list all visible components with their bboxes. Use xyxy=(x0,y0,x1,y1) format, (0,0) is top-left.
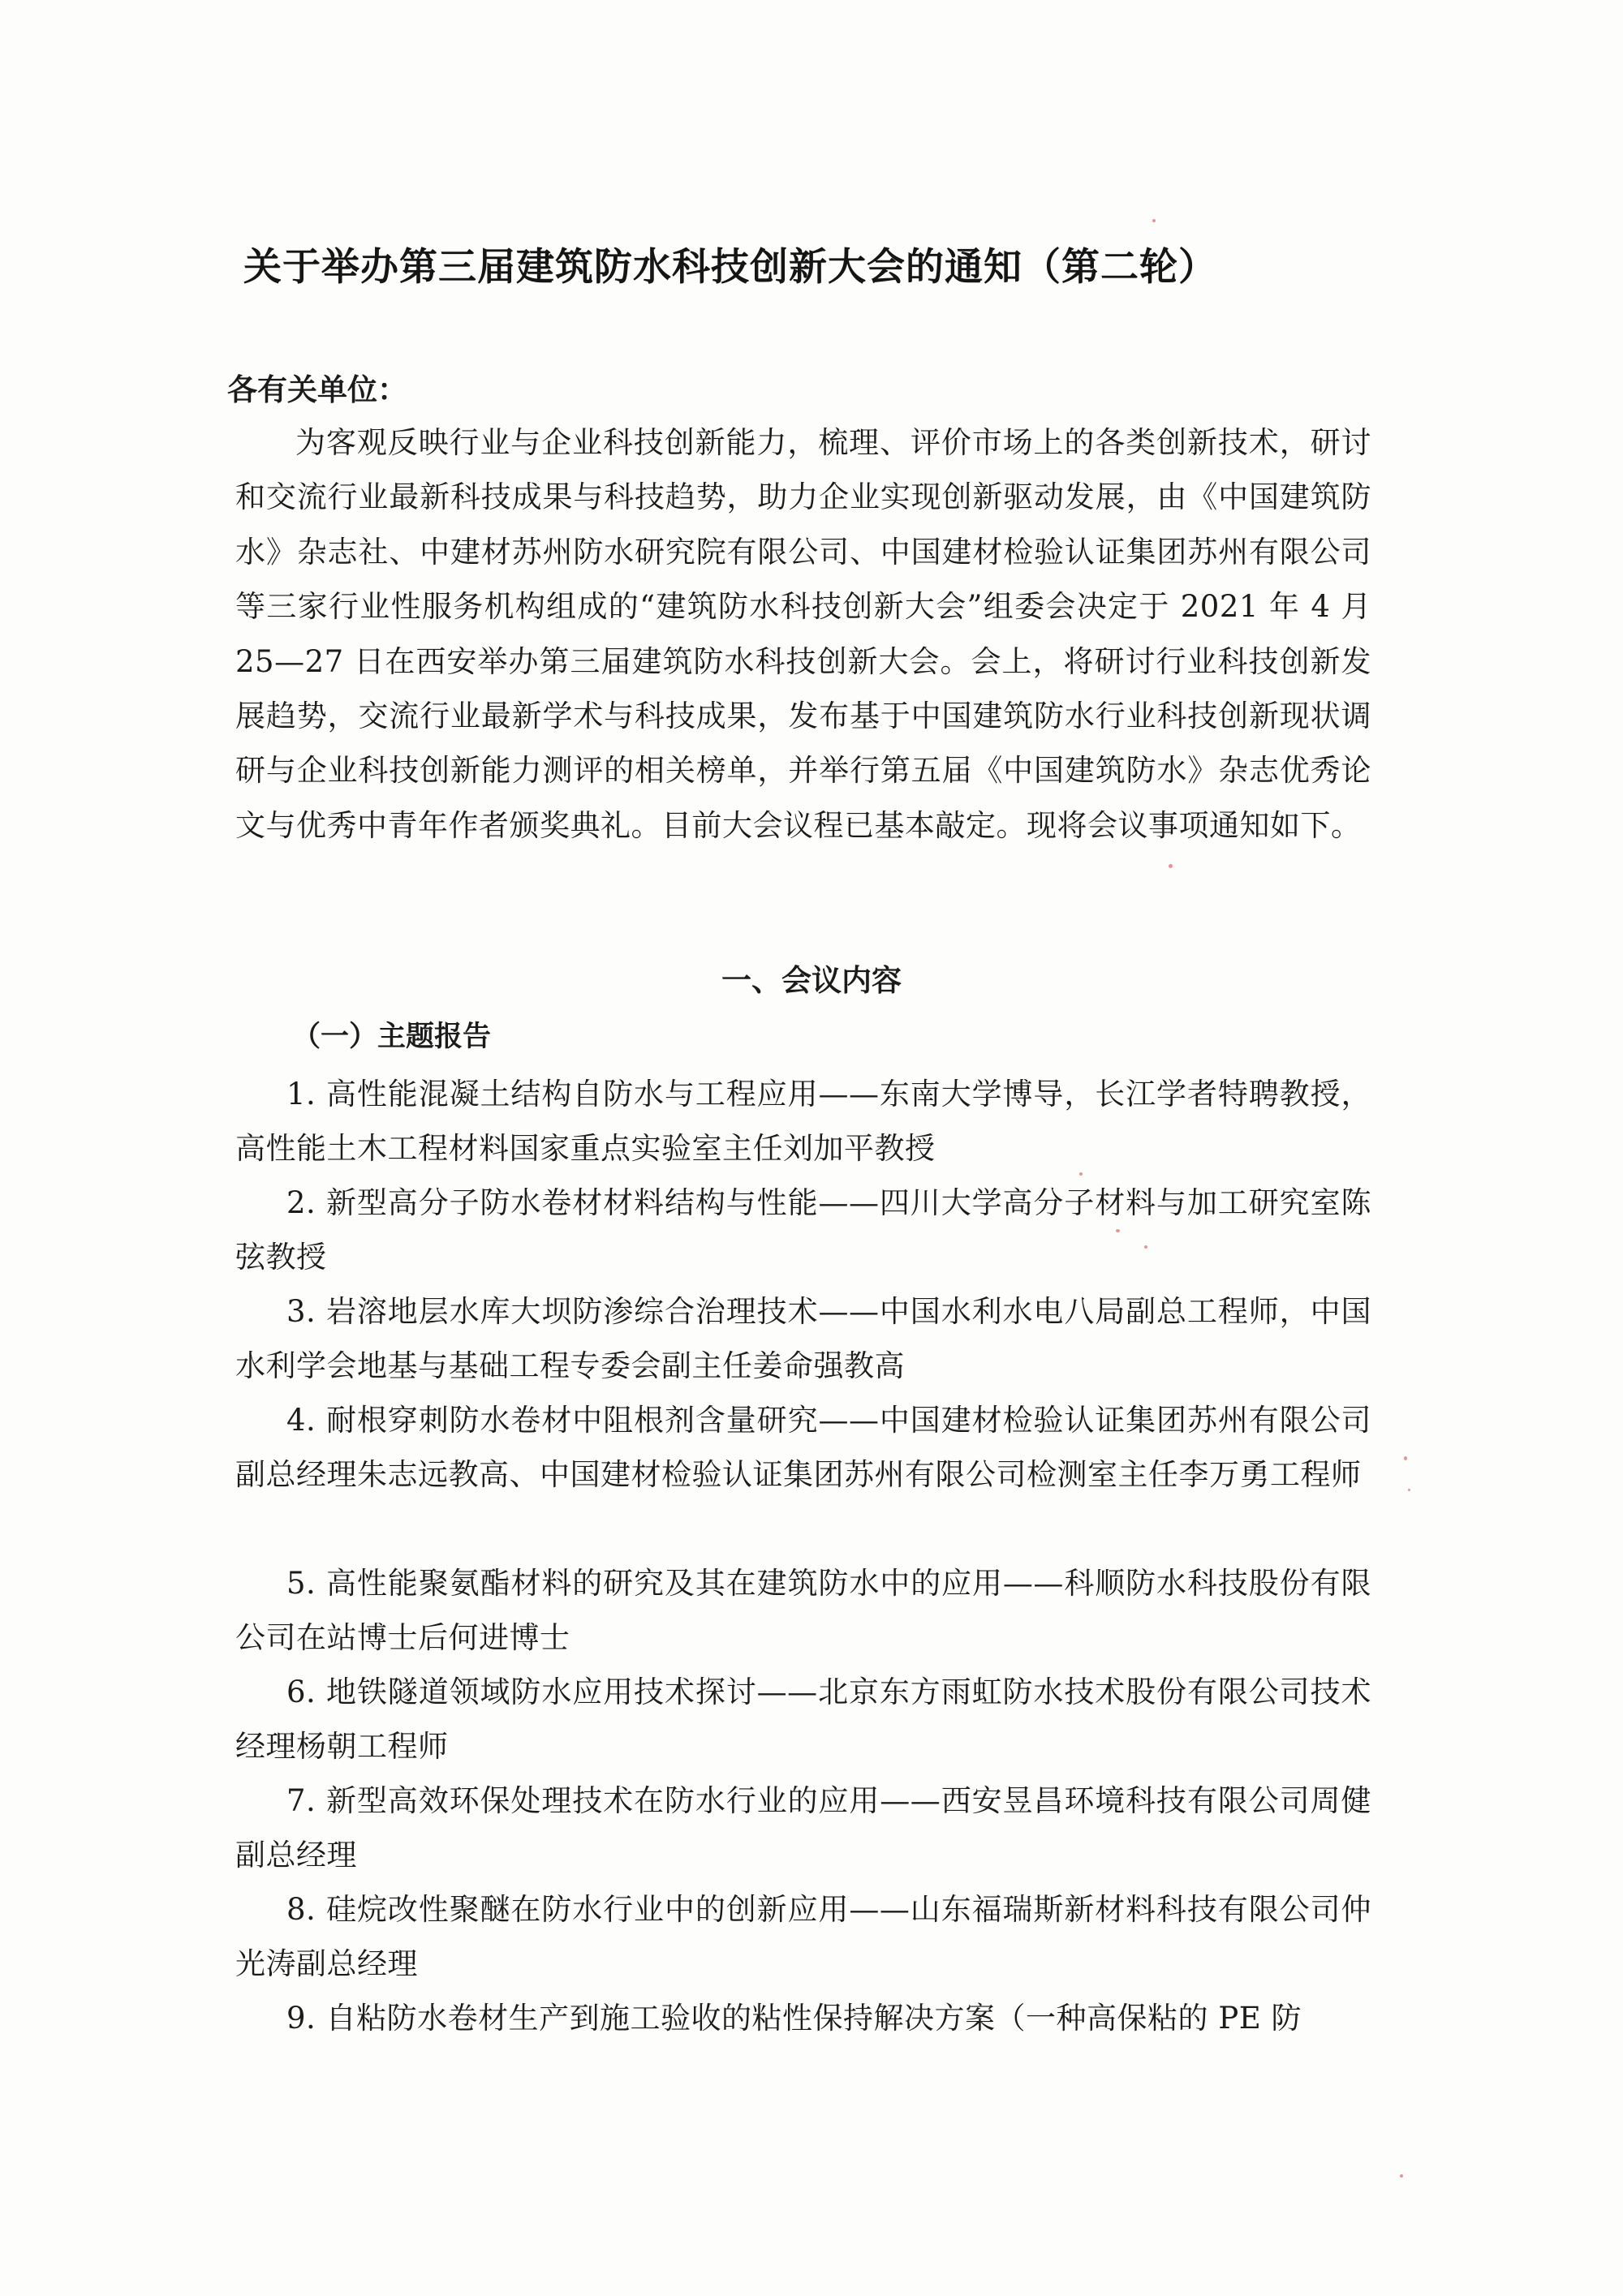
seal-speck xyxy=(1400,2174,1403,2178)
report-item: 5. 高性能聚氨酯材料的研究及其在建筑防水中的应用——科顺防水科技股份有限公司在站博士后何进博士 xyxy=(235,1566,1371,1655)
section-heading: 一、会议内容 xyxy=(721,963,902,998)
intro-paragraph: 为客观反映行业与企业科技创新能力，梳理、评价市场上的各类创新技术，研讨和交流行业最新科技成果与科技趋势，助力企业实现创新驱动发展，由《中国建筑防水》杂志社、中建材苏州防水研究院有限公司、中国建材检验认证集团苏州有限公司等三家行业性服务机构组成的“建筑防水科技创新大会”组委会决定于 2021 年 4 月 25—27 日在西安举办第三届建筑防水科技创新大会。会上，将研讨行业科技创新发展趋势，交流行业最新学术与科技成果，发布基于中国建筑防水行业科技创新现状调研与企业科技创新能力测评的相关榜单，并举行第五届《中国建筑防水》杂志优秀论文与优秀中青年作者颁奖典礼。目前大会议程已基本敲定。现将会议事项通知如下。 xyxy=(235,425,1371,843)
seal-speck xyxy=(1404,1456,1407,1460)
report-item: 6. 地铁隧道领域防水应用技术探讨——北京东方雨虹防水技术股份有限公司技术经理杨朝工程师 xyxy=(235,1675,1371,1764)
report-item: 8. 硅烷改性聚醚在防水行业中的创新应用——山东福瑞斯新材料科技有限公司仲光涛副总经理 xyxy=(235,1892,1371,1981)
report-item: 1. 高性能混凝土结构自防水与工程应用——东南大学博导，长江学者特聘教授，高性能土木工程材料国家重点实验室主任刘加平教授 xyxy=(235,1077,1371,1166)
report-item: 7. 新型高效环保处理技术在防水行业的应用——西安昱昌环境科技有限公司周健副总经理 xyxy=(235,1783,1371,1872)
seal-speck xyxy=(1408,1489,1410,1491)
seal-speck xyxy=(1152,219,1156,222)
report-item: 2. 新型高分子防水卷材材料结构与性能——四川大学高分子材料与加工研究室陈弦教授 xyxy=(235,1185,1371,1275)
subsection-heading: （一）主题报告 xyxy=(292,1021,492,1053)
salutation: 各有关单位： xyxy=(227,372,407,407)
report-item: 9. 自粘防水卷材生产到施工验收的粘性保持解决方案（一种高保粘的 PE 防 xyxy=(286,2001,1302,2036)
seal-speck xyxy=(1079,1172,1083,1176)
document-title: 关于举办第三届建筑防水科技创新大会的通知（第二轮） xyxy=(243,245,1217,290)
report-item: 4. 耐根穿刺防水卷材中阻根剂含量研究——中国建材检验认证集团苏州有限公司副总经理朱志远教高、中国建材检验认证集团苏州有限公司检测室主任李万勇工程师 xyxy=(235,1403,1371,1492)
seal-speck xyxy=(1116,1229,1120,1232)
seal-speck xyxy=(1169,864,1173,868)
seal-speck xyxy=(1144,1245,1147,1249)
report-item: 3. 岩溶地层水库大坝防渗综合治理技术——中国水利水电八局副总工程师，中国水利学会地基与基础工程专委会副主任姜命强教高 xyxy=(235,1294,1371,1383)
